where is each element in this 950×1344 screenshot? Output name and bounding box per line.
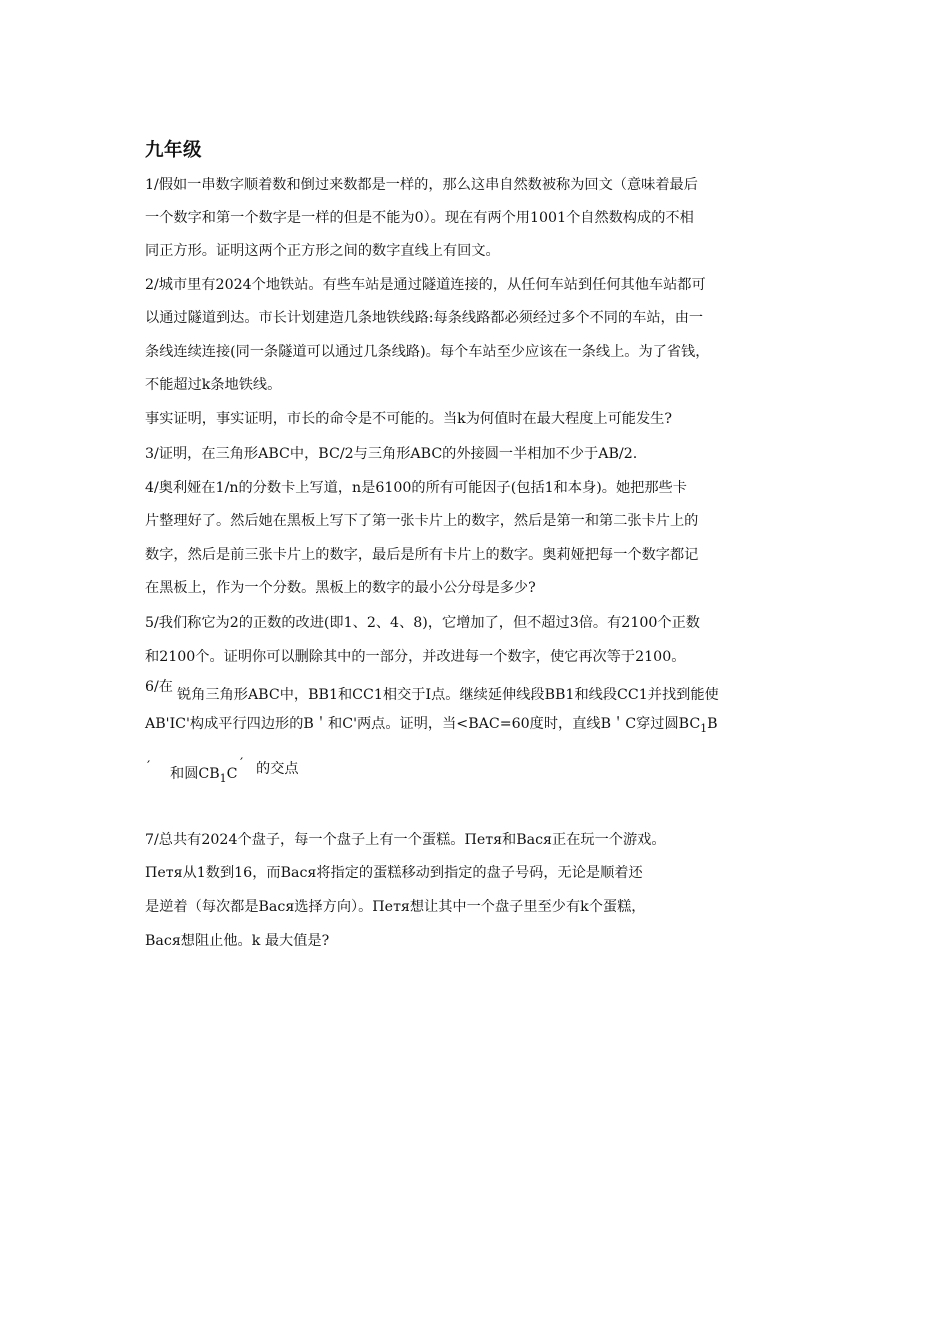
problem-6-prime-b: ′	[240, 756, 244, 772]
problem-6-ending: 的交点	[256, 761, 299, 777]
problem-4-line-2: 片整理好了。然后她在黑板上写下了第一张卡片上的数字，然后是第一和第二张卡片上的	[145, 513, 699, 529]
problem-7-line-1: 7/总共有2024个盘子，每一个盘子上有一个蛋糕。Петя和Вася正在玩一个游戏。	[145, 832, 666, 848]
problem-6-line-2-text: AB'IC'构成平行四边形的B＇和C'两点。证明，当<BAC=60度时，直线B＇C穿过圆BC	[145, 716, 701, 732]
problem-6-circle	[170, 765, 238, 788]
problem-7-line-2: Петя从1数到16，而Вася将指定的蛋糕移动到指定的盘子号码，无论是顺着还	[145, 865, 643, 881]
problem-2-line-5: 事实证明，事实证明，市长的命令是不可能的。当k为何值时在最大程度上可能发生?	[145, 411, 672, 427]
problem-6-line-2	[145, 715, 718, 738]
problem-5-line-1: 5/我们称它为2的正数的改进(即1、2、4、8)，它增加了，但不超过3倍。有2100个正数	[145, 615, 700, 631]
problem-2-line-3: 条线连续连接(同一条隧道可以通过几条线路)。每个车站至少应该在一条线上。为了省钱，	[145, 344, 710, 360]
problem-7-line-4: Вася想阻止他。k 最大值是?	[145, 933, 330, 949]
problem-6-circle-text: 和圆CB	[170, 766, 220, 782]
page-title: 九年级	[145, 140, 203, 161]
problem-2-line-1: 2/城市里有2024个地铁站。有些车站是通过隧道连接的，从任何车站到任何其他车站都可	[145, 277, 706, 293]
problem-6-circle-c: C	[226, 766, 238, 782]
problem-6-prime-a: ′	[147, 759, 151, 775]
problem-2-line-2: 以通过隧道到达。市长计划建造几条地铁线路:每条线路都必须经过多个不同的车站，由一	[145, 310, 704, 326]
problem-6-line-1: 锐角三角形ABC中，BB1和CC1相交于I点。继续延伸线段BB1和线段CC1并找到能使	[177, 687, 719, 703]
problem-7-line-3: 是逆着（每次都是Вася选择方向）。Петя想让其中一个盘子里至少有k个蛋糕，	[145, 899, 646, 915]
problem-6-prefix: 6/在	[145, 679, 173, 695]
problem-3-line-1: 3/证明，在三角形ABC中，BC/2与三角形ABC的外接圆一半相加不少于AB/2.	[145, 446, 638, 462]
problem-1-line-3: 同正方形。证明这两个正方形之间的数字直线上有回文。	[145, 243, 500, 259]
problem-1-line-2: 一个数字和第一个数字是一样的但是不能为0）。现在有两个用1001个自然数构成的不相	[145, 210, 694, 226]
problem-1-line-1: 1/假如一串数字顺着数和倒过来数都是一样的，那么这串自然数被称为回文（意味着最后	[145, 177, 698, 193]
problem-2-line-4: 不能超过k条地铁线。	[145, 377, 282, 393]
problem-4-line-4: 在黑板上，作为一个分数。黑板上的数字的最小公分母是多少?	[145, 580, 536, 596]
problem-6-circle-subscript: 1	[219, 772, 227, 785]
problem-4-line-1: 4/奥利娅在1/n的分数卡上写道，n是6100的所有可能因子(包括1和本身)。她把那些卡	[145, 480, 687, 496]
problem-6-line-2-subscript: 1	[700, 722, 708, 735]
problem-6-line-2-end: B	[707, 716, 718, 732]
problem-5-line-2: 和2100个。证明你可以删除其中的一部分，并改进每一个数字，使它再次等于2100。	[145, 649, 686, 665]
problem-4-line-3: 数字，然后是前三张卡片上的数字，最后是所有卡片上的数字。奥莉娅把每一个数字都记	[145, 547, 699, 563]
